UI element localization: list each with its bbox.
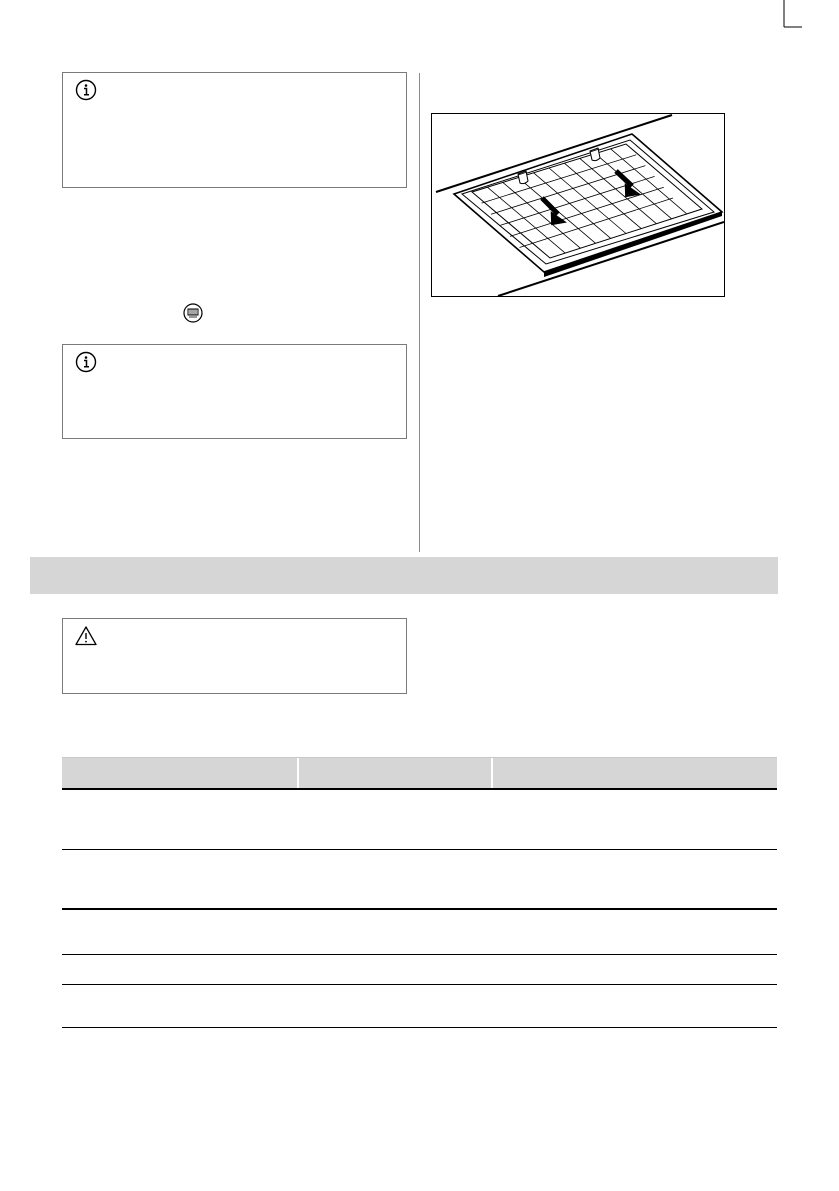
table-cell: [299, 910, 491, 922]
info-icon: [75, 351, 97, 373]
table-row: [62, 850, 777, 910]
grease-filter-illustration: [432, 114, 724, 296]
warning-box: [62, 618, 407, 694]
table-cell: [62, 850, 297, 862]
table-header-cell: [493, 758, 777, 788]
table-header-row: [62, 757, 777, 790]
table-header-cell: [299, 758, 491, 788]
table-row: [62, 790, 777, 850]
column-divider: [419, 73, 420, 552]
table-cell: [493, 790, 777, 802]
table-cell: [62, 790, 297, 802]
info-note-box-2: [62, 344, 407, 439]
section-header: [30, 557, 778, 594]
warning-icon: [75, 625, 97, 647]
table-cell: [299, 955, 491, 967]
troubleshooting-table: [62, 757, 777, 1028]
page-corner-mark: [780, 0, 805, 33]
table-cell: [493, 910, 777, 922]
table-cell: [299, 985, 491, 997]
table-cell: [493, 955, 777, 967]
table-header-cell: [62, 758, 297, 788]
table-cell: [62, 985, 297, 997]
table-row: [62, 910, 777, 955]
table-row: [62, 955, 777, 985]
table-cell: [299, 850, 491, 862]
table-cell: [493, 850, 777, 862]
filter-saturation-icon: [183, 303, 203, 323]
table-cell: [62, 910, 297, 922]
table-row: [62, 985, 777, 1028]
table-cell: [299, 790, 491, 802]
table-cell: [493, 985, 777, 997]
info-icon: [75, 79, 97, 101]
table-cell: [62, 955, 297, 967]
info-note-box-1: [62, 72, 407, 188]
grease-filter-figure: [431, 113, 725, 297]
